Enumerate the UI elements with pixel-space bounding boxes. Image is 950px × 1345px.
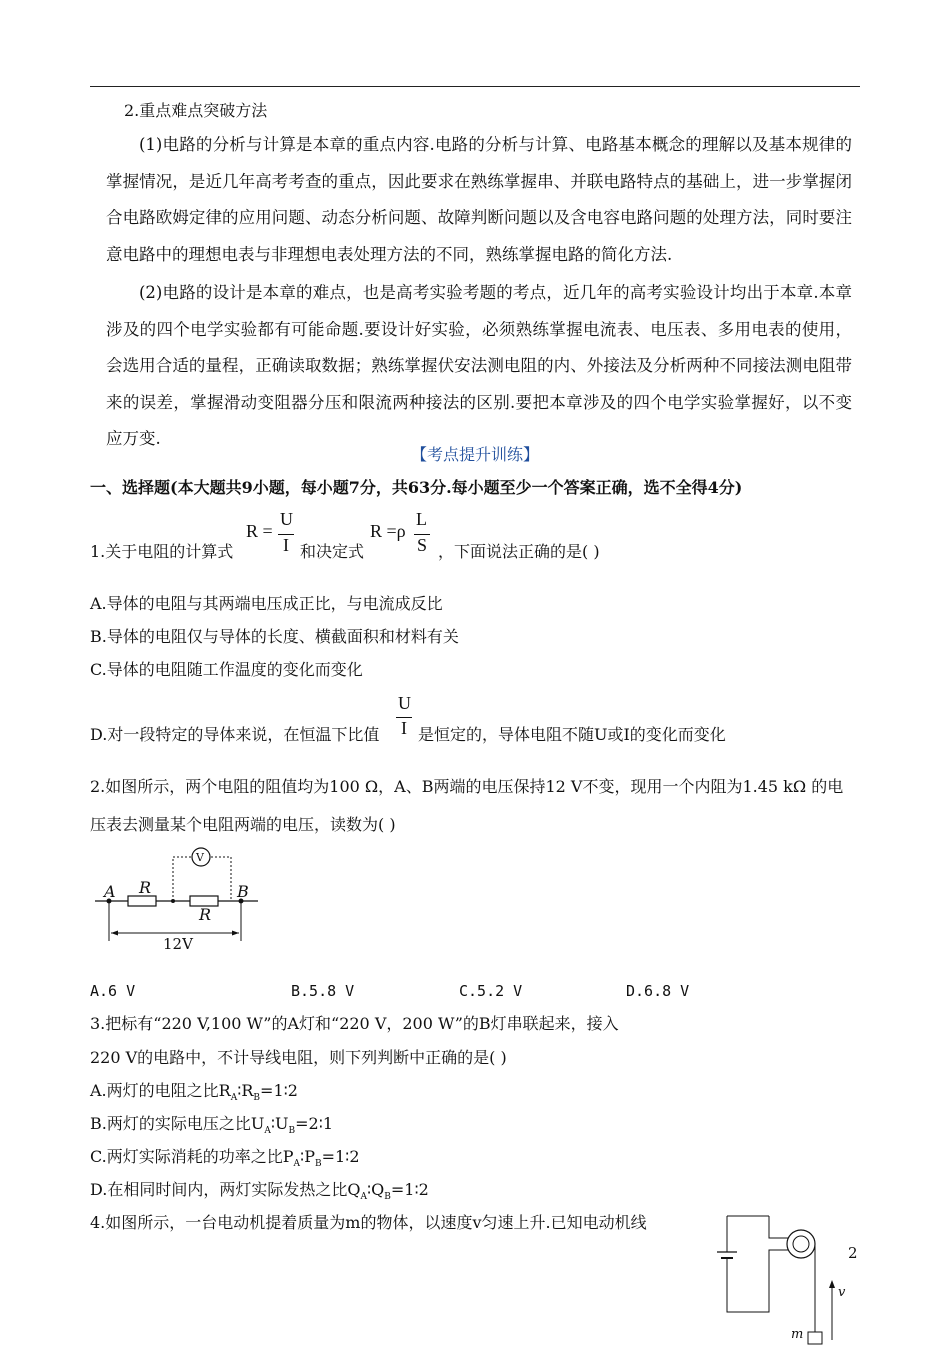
q1-formula2-lhs: R =ρ [370, 521, 406, 541]
q3-line2: 220 V的电路中，不计导线电阻，则下列判断中正确的是( ) [90, 1048, 507, 1067]
q2-fig-label-r2: R [199, 905, 212, 924]
training-title: 【考点提升训练】 [410, 445, 539, 464]
section-heading: 2.重点难点突破方法 [124, 101, 268, 120]
q4-fig-label-v: v [838, 1285, 846, 1300]
q2-option-a: A.6 V [90, 982, 136, 1000]
q1-stem-b: 和决定式 [300, 542, 365, 561]
q1-option-c: C.导体的电阻随工作温度的变化而变化 [90, 660, 363, 679]
paragraph-2: (2)电路的设计是本章的难点，也是高考实验考题的考点，近几年的高考实验设计均出于本章.本章涉及的四个电学实验都有可能命题.要设计好实验，必须熟练掌握电流表、电压表、多用电表的使用，会选用合适的量程，正确读取数据；熟练掌握伏安法测电阻的内、外接法及分析两种不同接法测电阻带来的误差，掌握滑动变阻器分压和限流两种接法的区别.要把本章涉及的四个电学实验掌握好，以不变应万变. [106, 283, 852, 448]
q2-fig-label-a: A [104, 882, 116, 901]
q1-formula1-num: U [280, 509, 293, 529]
q2-line1: 2.如图所示，两个电阻的阻值均为100 Ω，A、B两端的电压保持12 V不变，现用一个内阻为1.45 kΩ 的电 [90, 777, 844, 796]
q1-formula1-lhs: R = [246, 521, 273, 541]
q1-option-a: A.导体的电阻与其两端电压成正比，与电流成反比 [90, 594, 443, 613]
mass-block [808, 1332, 822, 1344]
q2-fig-label-b: B [237, 882, 249, 901]
q1-option-d-den: I [401, 718, 407, 738]
q2-option-c: C.5.2 V [459, 982, 523, 1000]
q3-option-a: A.两灯的电阻之比$R_A∶R_B=1∶2$ [90, 1081, 298, 1104]
q1-stem-c: ，下面说法正确的是( ) [438, 542, 600, 561]
q3-option-d: D.在相同时间内，两灯实际发热之比$Q_A∶Q_B=1∶2$ [90, 1180, 429, 1203]
q1-formula1-den: I [283, 535, 289, 555]
q2-fig-label-voltage: 12V [163, 935, 193, 953]
q4-motor-diagram [705, 1210, 850, 1344]
q2-option-d: D.6.8 V [626, 982, 690, 1000]
q1-option-b: B.导体的电阻仅与导体的长度、横截面积和材料有关 [90, 627, 459, 646]
q1-formula2-num: L [416, 509, 427, 529]
q1-stem-a: 1.关于电阻的计算式 [90, 542, 234, 561]
q2-line2: 压表去测量某个电阻两端的电压，读数为( ) [90, 815, 396, 834]
paragraph-1: (1)电路的分析与计算是本章的重点内容.电路的分析与计算、电路基本概念的理解以及基本规律的掌握情况，是近几年高考考查的重点，因此要求在熟练掌握串、并联电路特点的基础上，进一步掌握闭合电路欧姆定律的应用问题、动态分析问题、故障判断问题以及含电容电路问题的处理方法，同时要注意电路中的理想电表与非理想电表处理方法的不同，熟练掌握电路的简化方法. [106, 135, 852, 264]
header-rule [90, 86, 860, 87]
q2-fig-label-r1: R [139, 878, 152, 897]
q3-option-c: C.两灯实际消耗的功率之比$P_A∶P_B=1∶2$ [90, 1147, 360, 1170]
velocity-arrow-icon [829, 1280, 835, 1288]
q4-line1: 4.如图所示，一台电动机提着质量为m的物体，以速度v匀速上升.已知电动机线 [90, 1213, 647, 1232]
part1-heading: 一、选择题(本大题共9小题，每小题7分，共63分.每小题至少一个答案正确，选不全得4分) [90, 478, 743, 497]
q3-line1: 3.把标有“220 V,100 W”的A灯和“220 V，200 W”的B灯串联起来，接入 [90, 1014, 619, 1033]
q1-option-d-a: D.对一段特定的导体来说，在恒温下比值 [90, 725, 380, 744]
q4-fig-label-m: m [791, 1327, 804, 1342]
q2-fig-label-v: V [196, 851, 204, 864]
page-number: 2 [848, 1244, 858, 1262]
q1-formula2-den: S [417, 535, 428, 555]
q1-option-d-b: 是恒定的，导体电阻不随U或I的变化而变化 [418, 725, 726, 744]
q1-option-d-num: U [398, 693, 411, 713]
q3-option-b: B.两灯的实际电压之比$U_A∶U_B=2∶1$ [90, 1114, 334, 1137]
q2-option-b: B.5.8 V [291, 982, 355, 1000]
